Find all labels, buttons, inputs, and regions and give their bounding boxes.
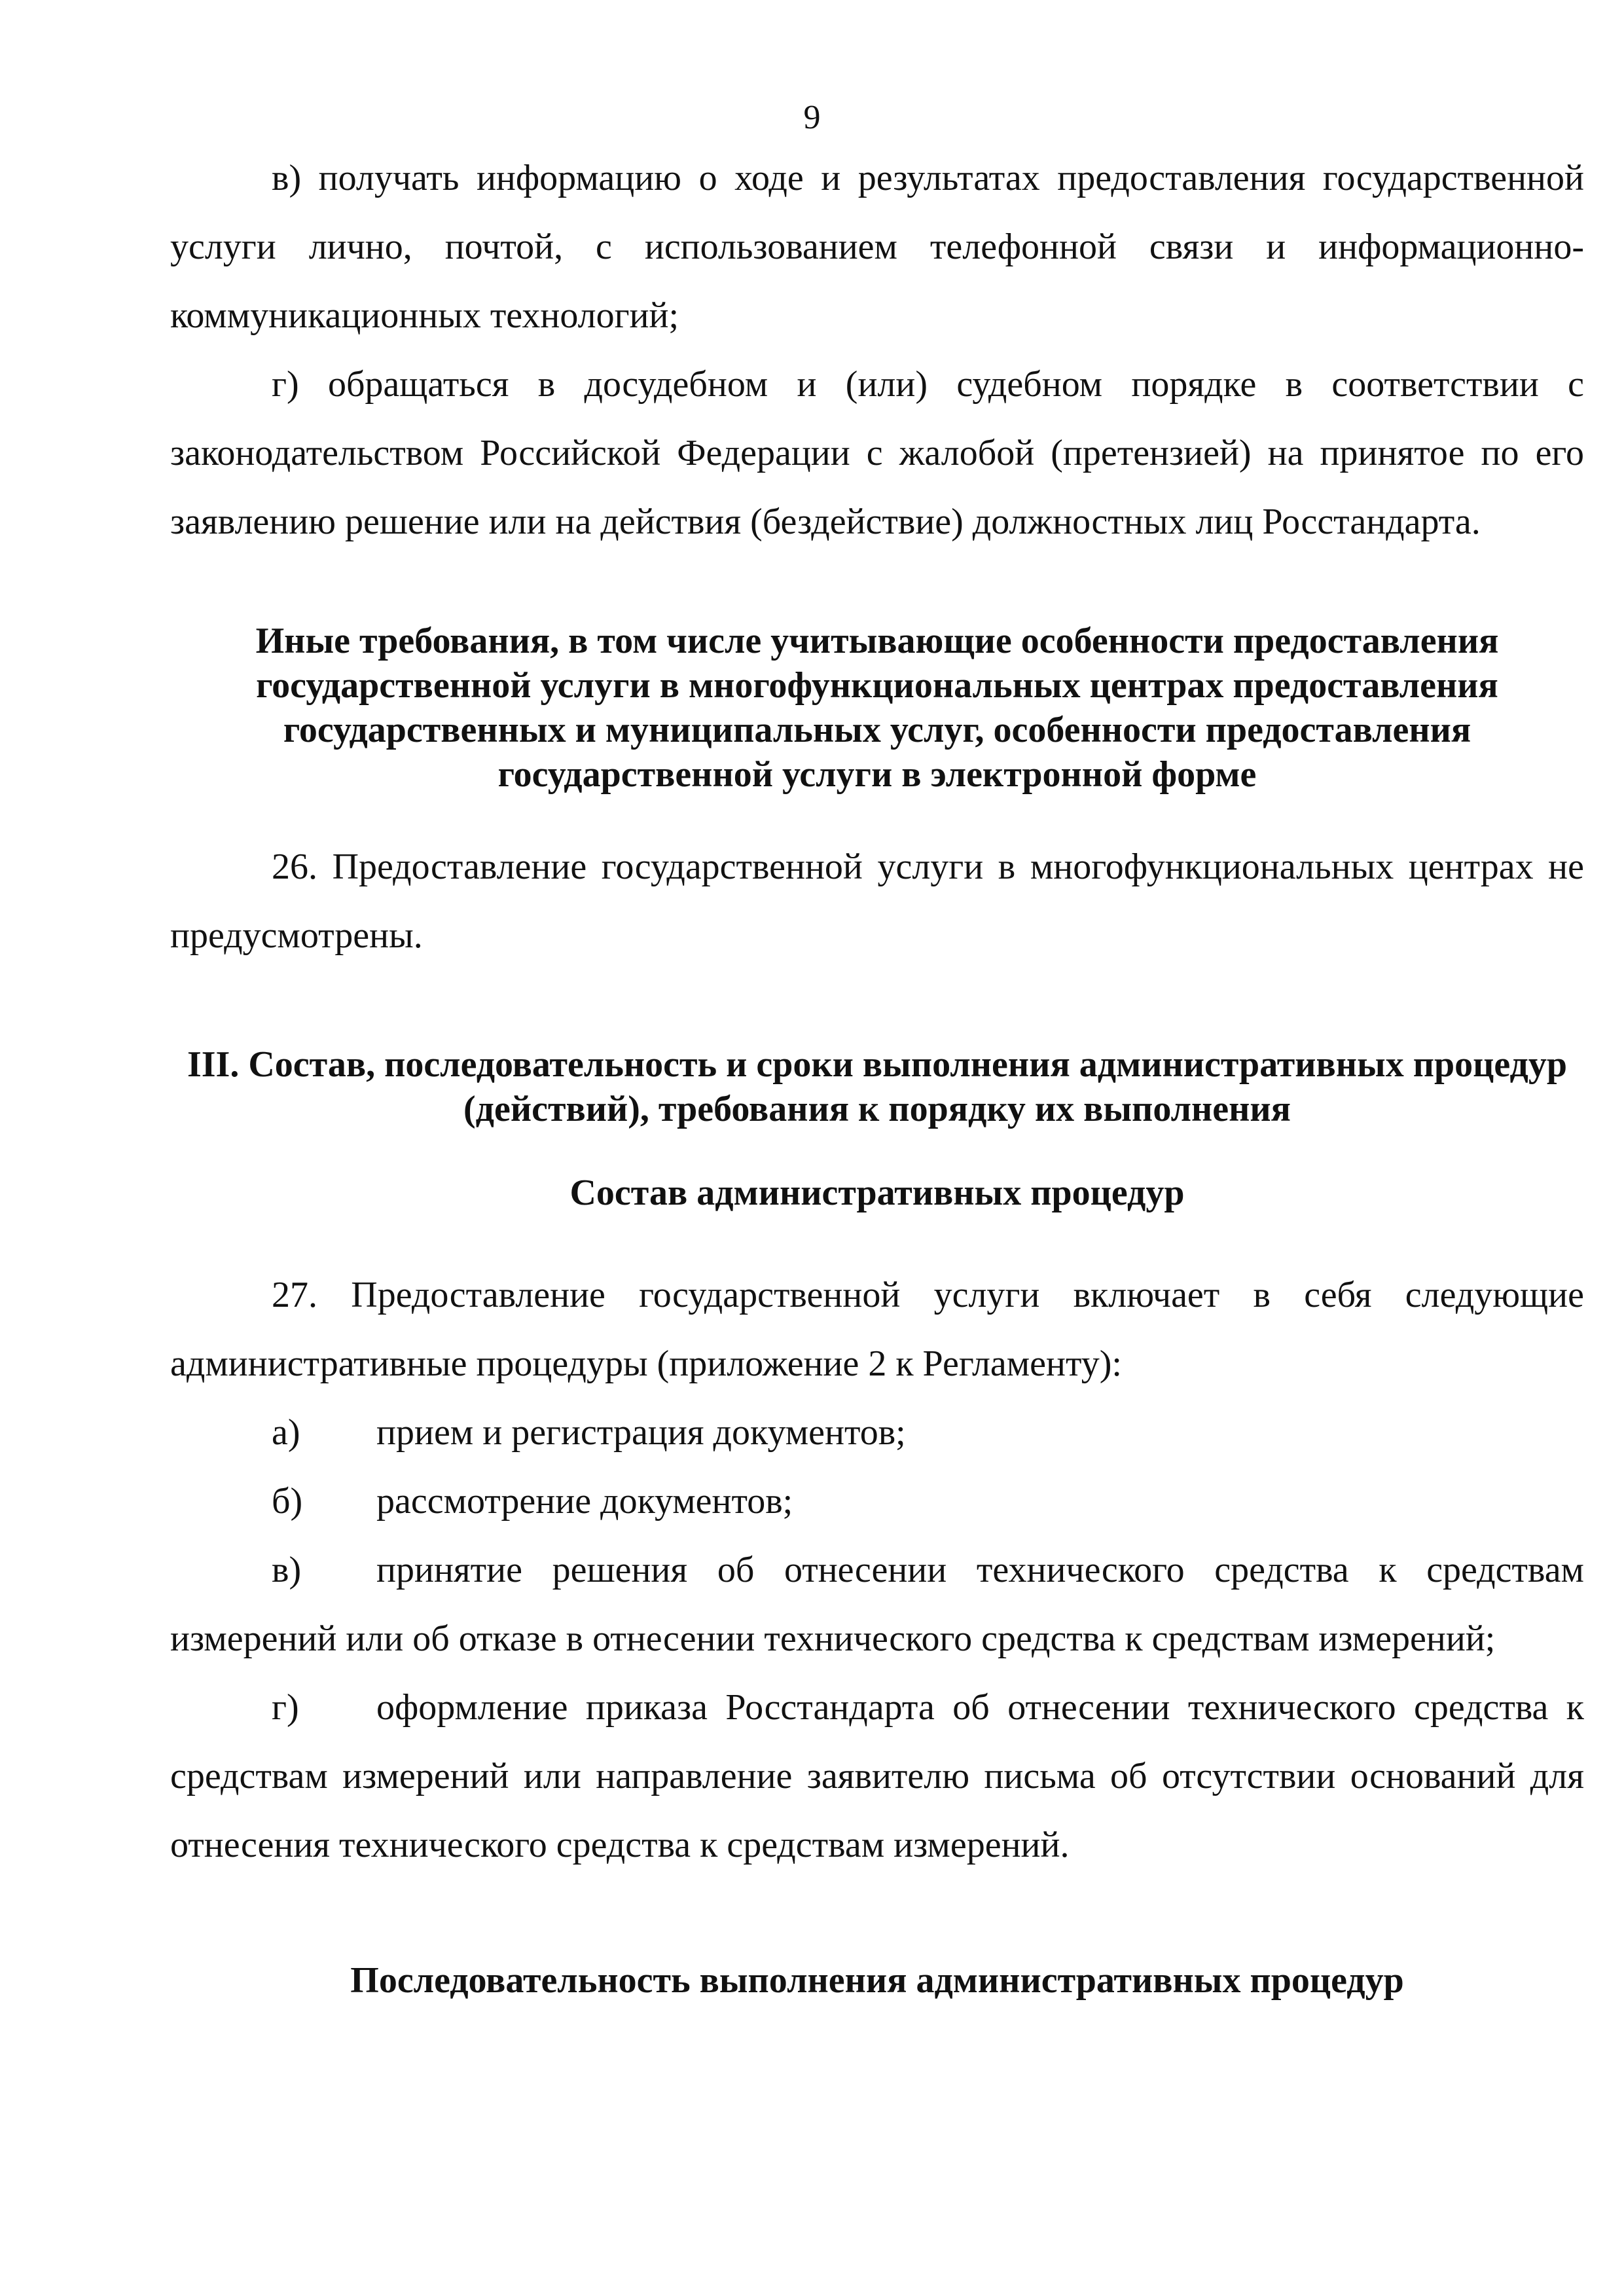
procedure-item-marker: б) <box>272 1481 303 1522</box>
paragraph-item-g: г) обращаться в досудебном и (или) судебном порядке в соответствии с законодательством Российской Федерации с жалобой (претензией) на принятое по его заявлению решение или на действия (бездействие) должностных лиц Росстандарта. <box>170 364 1584 542</box>
paragraph-27: 27. Предоставление государственной услуги включает в себя следующие административные процедуры (приложение 2 к Регламенту): <box>170 1275 1584 1384</box>
procedure-item-text: прием и регистрация документов; <box>376 1412 906 1453</box>
paragraph-26: 26. Предоставление государственной услуги в многофункциональных центрах не предусмотрены. <box>170 847 1584 956</box>
procedure-item-marker: а) <box>272 1412 300 1453</box>
procedure-item-text: оформление приказа Росстандарта об отнесении технического средства к средствам измерений или направление заявителю письма об отсутствии оснований для отнесения технического средства к средствам измерений. <box>170 1687 1584 1865</box>
paragraph-item-v: в) получать информацию о ходе и результатах предоставления государственной услуги лично, почтой, с использованием телефонной связи и информационно-коммуникационных технологий; <box>170 158 1584 336</box>
heading-section-3: III. Состав, последовательность и сроки выполнения административных процедур (действий), требования к порядку их выполнения <box>187 1044 1568 1129</box>
procedure-item-v <box>170 1536 1584 1673</box>
procedure-item-marker: в) <box>272 1550 302 1590</box>
procedure-item-marker: г) <box>272 1687 299 1728</box>
procedure-item-text: рассмотрение документов; <box>376 1481 793 1522</box>
page-number: 9 <box>803 99 821 136</box>
procedure-item-g <box>170 1673 1584 1880</box>
procedure-item-text: принятие решения об отнесении технического средства к средствам измерений или об отказе в отнесении технического средства к средствам измерений; <box>170 1550 1584 1659</box>
procedure-item-a <box>170 1398 1584 1467</box>
heading-composition: Состав административных процедур <box>569 1173 1185 1213</box>
procedure-item-b <box>170 1467 1584 1536</box>
page-content <box>170 144 1584 2003</box>
heading-sequence: Последовательность выполнения административных процедур <box>350 1960 1404 2001</box>
heading-other-requirements: Иные требования, в том числе учитывающие особенности предоставления государственной услуги в многофункциональных центрах предоставления государственных и муниципальных услуг, особенности предоставления государственной услуги в электронной форме <box>255 621 1499 795</box>
